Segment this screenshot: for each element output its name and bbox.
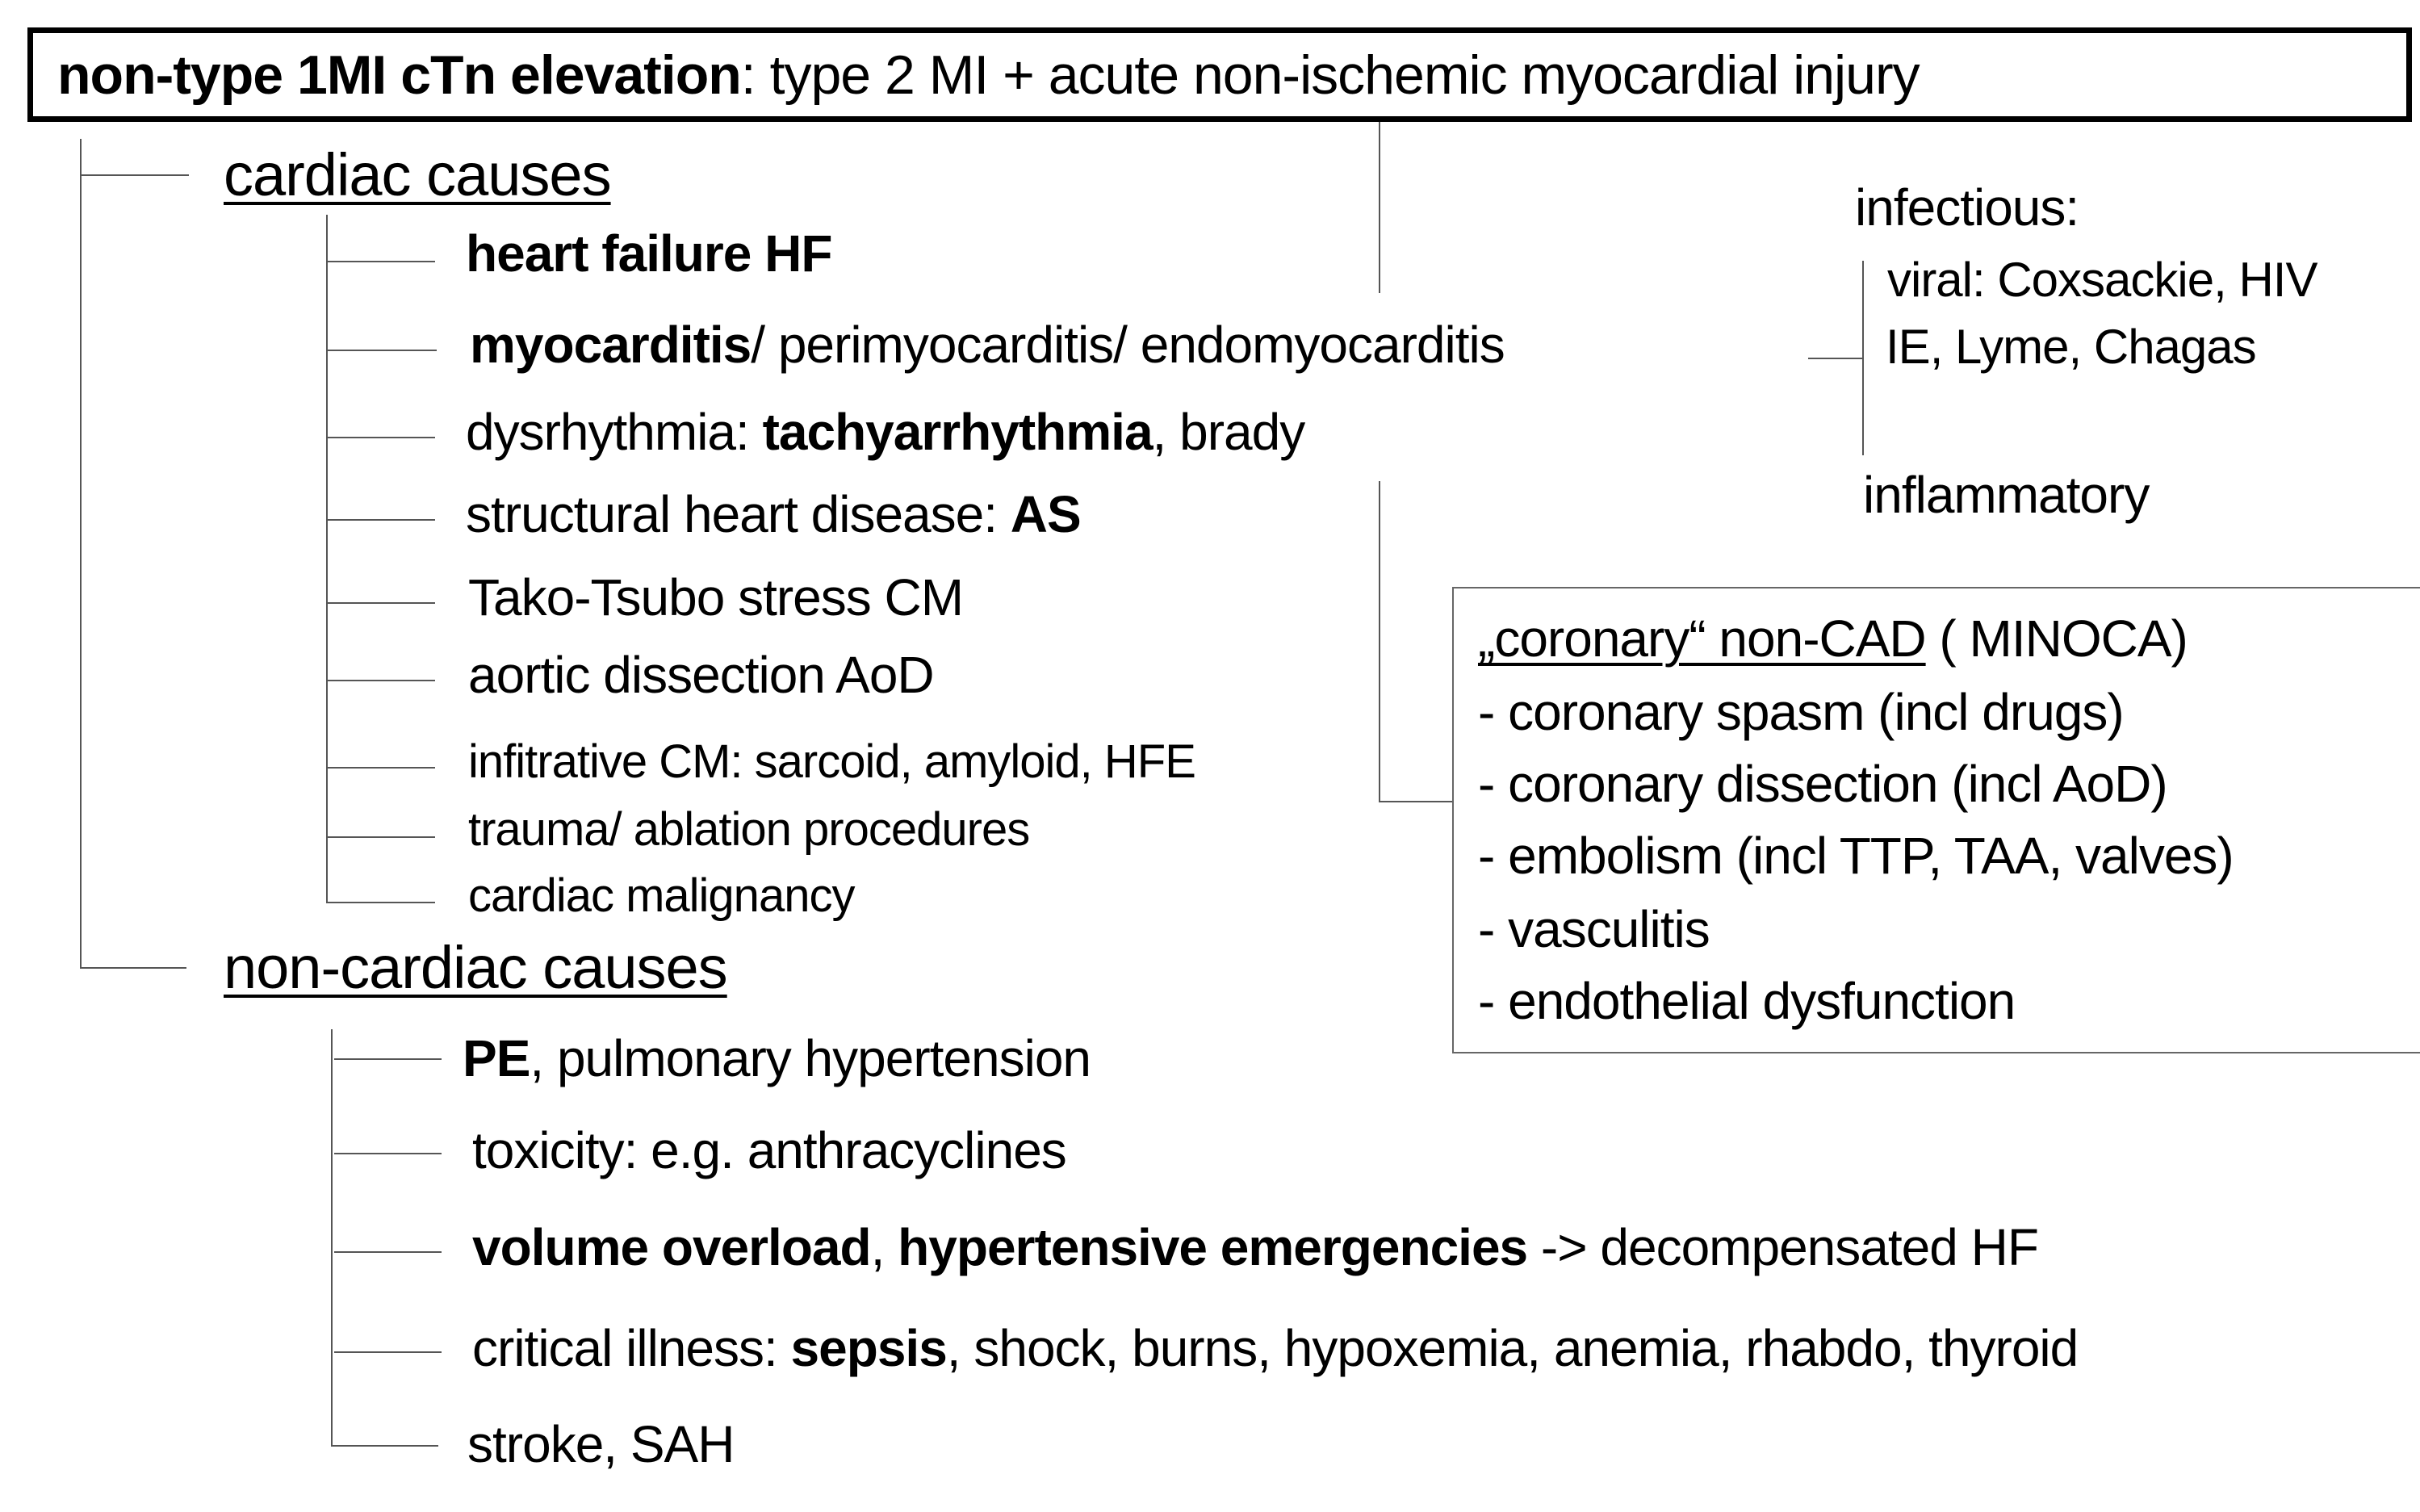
minoca-heading [1478, 609, 2188, 668]
cardiac-branch-line [326, 261, 435, 262]
branch-cardiac-line [80, 174, 189, 176]
noncardiac-causes-heading: non-cardiac causes [224, 934, 727, 1001]
minoca-heading-underlined: „coronary“ non-CAD [1478, 609, 1926, 668]
infectious-item-viral: viral: Coxsackie, HIV [1887, 253, 2317, 307]
item-text: aortic dissection AoD [468, 646, 934, 704]
noncardiac-item-stroke [467, 1415, 735, 1473]
infectious-item-ie-lyme-chagas: IE, Lyme, Chagas [1886, 320, 2256, 374]
noncardiac-branch-line [334, 1251, 442, 1253]
noncardiac-item-critical-illness [472, 1319, 2079, 1377]
item-text: tachyarrhythmia [762, 403, 1153, 461]
noncardiac-branch-line [334, 1351, 442, 1353]
diagram-title [57, 44, 1920, 106]
minoca-item-endothelial: - endothelial dysfunction [1478, 972, 2016, 1030]
noncardiac-trunk-line [331, 1029, 333, 1446]
inflammatory-label: inflammatory [1863, 466, 2150, 524]
title-box [27, 27, 2412, 122]
item-text: toxicity: e.g. anthracyclines [472, 1121, 1066, 1179]
item-text: / perimyocarditis/ endomyocarditis [751, 316, 1505, 374]
item-text: , brady [1152, 403, 1305, 461]
minoca-heading-rest: ( MINOCA) [1925, 609, 2188, 668]
cardiac-item-takotsubo [468, 568, 964, 626]
item-text: PE [463, 1029, 530, 1087]
title-bold: non-type 1MI cTn elevation [57, 44, 741, 106]
item-text: stroke, SAH [467, 1415, 735, 1473]
cardiac-branch-line [326, 602, 435, 604]
item-text: , pulmonary hypertension [530, 1029, 1091, 1087]
minoca-item-embolism: - embolism (incl TTP, TAA, valves) [1478, 827, 2234, 885]
myocarditis-causes-bracket [1862, 261, 1864, 455]
cardiac-item-infiltrative [468, 735, 1195, 788]
cardiac-item-aortic-dissection [468, 646, 934, 704]
minoca-connector-horizontal [1379, 801, 1453, 802]
item-text: cardiac malignancy [468, 869, 855, 922]
noncardiac-branch-line [334, 1058, 442, 1060]
cardiac-branch-line [326, 902, 435, 903]
noncardiac-branch-line [334, 1153, 442, 1154]
item-text: Tako-Tsubo stress CM [468, 568, 964, 626]
item-text: infitrative CM: sarcoid, amyloid, HFE [468, 735, 1195, 788]
noncardiac-branch-line [331, 1445, 438, 1447]
cardiac-branch-line [326, 519, 435, 521]
minoca-box [1452, 587, 2420, 1053]
minoca-item-dissection: - coronary dissection (incl AoD) [1478, 755, 2167, 813]
infectious-label: infectious: [1855, 178, 2079, 237]
branch-noncardiac-line [80, 967, 186, 969]
cardiac-item-structural [466, 485, 1081, 543]
myocarditis-causes-connector [1808, 358, 1863, 359]
main-trunk-line [80, 139, 82, 969]
item-text: sepsis [790, 1319, 947, 1377]
cardiac-causes-heading: cardiac causes [224, 141, 611, 208]
cardiac-item-dysrhythmia [466, 403, 1305, 461]
minoca-item-vasculitis: - vasculitis [1478, 900, 1710, 958]
cardiac-trunk-line [326, 215, 328, 903]
cardiac-item-trauma [468, 803, 1030, 856]
title-rest: : type 2 MI + acute non-ischemic myocardial injury [740, 44, 1920, 106]
item-text: heart failure HF [466, 224, 832, 283]
cardiac-item-malignancy [468, 869, 855, 922]
noncardiac-item-toxicity [472, 1121, 1066, 1179]
cardiac-branch-line [326, 680, 435, 681]
item-text: trauma/ ablation procedures [468, 803, 1030, 856]
item-text: myocarditis [470, 316, 752, 374]
cardiac-item-myocarditis [470, 316, 1505, 374]
item-text: -> decompensated HF [1527, 1218, 2038, 1276]
cardiac-item-heart-failure [466, 224, 832, 283]
item-text: AS [1010, 485, 1081, 543]
item-text: structural heart disease: [466, 485, 1011, 543]
cardiac-branch-line [326, 437, 435, 438]
item-text: volume overload [472, 1218, 871, 1276]
item-text: hypertensive emergencies [898, 1218, 1528, 1276]
item-text: critical illness: [472, 1319, 791, 1377]
noncardiac-item-pe [463, 1029, 1091, 1087]
item-text: , [870, 1218, 898, 1276]
cardiac-branch-line [326, 767, 435, 769]
noncardiac-item-volume-overload [472, 1218, 2038, 1276]
item-text: dysrhythmia: [466, 403, 763, 461]
item-text: , shock, burns, hypoxemia, anemia, rhabdo, thyroid [946, 1319, 2079, 1377]
minoca-item-spasm: - coronary spasm (incl drugs) [1478, 683, 2124, 741]
title-connector-line [1379, 122, 1380, 293]
cardiac-branch-line [326, 836, 435, 838]
cardiac-branch-line [328, 350, 437, 351]
minoca-connector-vertical [1379, 481, 1380, 801]
